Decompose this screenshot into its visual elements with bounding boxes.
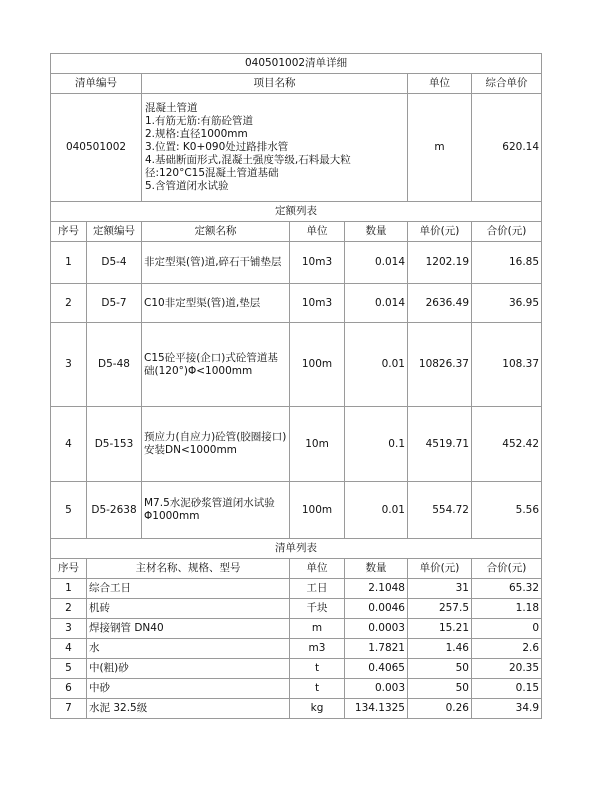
header-unit: 单位 (408, 74, 472, 94)
quota-qty: 0.01 (345, 482, 408, 539)
quota-header-unit: 单位 (290, 222, 345, 242)
material-name: 综合工日 (87, 579, 290, 599)
quota-section-title: 定额列表 (51, 202, 542, 222)
quota-qty: 0.014 (345, 242, 408, 284)
material-header-no: 序号 (51, 559, 87, 579)
quota-price: 4519.71 (408, 407, 472, 482)
quota-name: C10非定型渠(管)道,垫层 (142, 284, 290, 323)
bill-unit: m (408, 94, 472, 202)
material-header-price: 单价(元) (408, 559, 472, 579)
quota-price: 554.72 (408, 482, 472, 539)
quota-total: 16.85 (472, 242, 542, 284)
material-header-name: 主材名称、规格、型号 (87, 559, 290, 579)
material-total: 20.35 (472, 659, 542, 679)
quota-unit: 100m (290, 323, 345, 407)
quota-name: C15砼平接(企口)式砼管道基础(120°)Φ<1000mm (142, 323, 290, 407)
bill-price: 620.14 (472, 94, 542, 202)
bill-code: 040501002 (51, 94, 142, 202)
material-row (51, 659, 542, 679)
material-row (51, 619, 542, 639)
material-qty: 0.4065 (345, 659, 408, 679)
material-unit: kg (290, 699, 345, 719)
quota-price: 1202.19 (408, 242, 472, 284)
material-qty: 2.1048 (345, 579, 408, 599)
quota-code: D5-7 (87, 284, 142, 323)
quota-name: 非定型渠(管)道,碎石干铺垫层 (142, 242, 290, 284)
quota-qty: 0.1 (345, 407, 408, 482)
quota-row (51, 482, 542, 539)
material-unit: t (290, 679, 345, 699)
quota-header-price: 单价(元) (408, 222, 472, 242)
quota-name: M7.5水泥砂浆管道闭水试验Φ1000mm (142, 482, 290, 539)
material-qty: 1.7821 (345, 639, 408, 659)
material-unit: 工日 (290, 579, 345, 599)
material-unit: m3 (290, 639, 345, 659)
material-row (51, 599, 542, 619)
quota-header-no: 序号 (51, 222, 87, 242)
material-no: 1 (51, 579, 87, 599)
material-unit: t (290, 659, 345, 679)
material-price: 31 (408, 579, 472, 599)
quota-total: 36.95 (472, 284, 542, 323)
quota-header-name: 定额名称 (142, 222, 290, 242)
material-qty: 0.003 (345, 679, 408, 699)
material-no: 3 (51, 619, 87, 639)
material-unit: 千块 (290, 599, 345, 619)
quota-row (51, 284, 542, 323)
material-name: 机砖 (87, 599, 290, 619)
quota-price: 10826.37 (408, 323, 472, 407)
material-no: 4 (51, 639, 87, 659)
quota-total: 108.37 (472, 323, 542, 407)
quota-name: 预应力(自应力)砼管(胶圈接口)安装DN<1000mm (142, 407, 290, 482)
material-no: 2 (51, 599, 87, 619)
quota-header-total: 合价(元) (472, 222, 542, 242)
quota-no: 3 (51, 323, 87, 407)
quota-code: D5-153 (87, 407, 142, 482)
material-price: 1.46 (408, 639, 472, 659)
material-name: 水 (87, 639, 290, 659)
quota-no: 2 (51, 284, 87, 323)
quota-unit: 100m (290, 482, 345, 539)
material-row (51, 639, 542, 659)
material-total: 0.15 (472, 679, 542, 699)
quota-total: 5.56 (472, 482, 542, 539)
quota-row (51, 407, 542, 482)
material-price: 15.21 (408, 619, 472, 639)
quota-header-qty: 数量 (345, 222, 408, 242)
material-qty: 0.0046 (345, 599, 408, 619)
material-no: 6 (51, 679, 87, 699)
material-no: 7 (51, 699, 87, 719)
material-name: 水泥 32.5级 (87, 699, 290, 719)
material-total: 1.18 (472, 599, 542, 619)
material-name: 焊接钢管 DN40 (87, 619, 290, 639)
material-name: 中(粗)砂 (87, 659, 290, 679)
quota-no: 1 (51, 242, 87, 284)
quota-code: D5-48 (87, 323, 142, 407)
material-name: 中砂 (87, 679, 290, 699)
material-no: 5 (51, 659, 87, 679)
quota-unit: 10m3 (290, 242, 345, 284)
material-total: 0 (472, 619, 542, 639)
quota-qty: 0.01 (345, 323, 408, 407)
material-total: 65.32 (472, 579, 542, 599)
quota-code: D5-2638 (87, 482, 142, 539)
material-header-unit: 单位 (290, 559, 345, 579)
header-item-name: 项目名称 (142, 74, 408, 94)
material-row (51, 579, 542, 599)
header-unit-price: 综合单价 (472, 74, 542, 94)
quota-code: D5-4 (87, 242, 142, 284)
material-unit: m (290, 619, 345, 639)
quota-row (51, 242, 542, 284)
quota-total: 452.42 (472, 407, 542, 482)
quota-no: 5 (51, 482, 87, 539)
material-qty: 134.1325 (345, 699, 408, 719)
material-header-qty: 数量 (345, 559, 408, 579)
material-price: 50 (408, 659, 472, 679)
material-row (51, 679, 542, 699)
table-title: 040501002清单详细 (51, 54, 542, 74)
quota-no: 4 (51, 407, 87, 482)
material-section-title: 清单列表 (51, 539, 542, 559)
quota-unit: 10m (290, 407, 345, 482)
quota-header-code: 定额编号 (87, 222, 142, 242)
material-total: 2.6 (472, 639, 542, 659)
bill-detail-table (50, 53, 542, 719)
material-qty: 0.0003 (345, 619, 408, 639)
quota-unit: 10m3 (290, 284, 345, 323)
quota-row (51, 323, 542, 407)
material-price: 50 (408, 679, 472, 699)
quota-qty: 0.014 (345, 284, 408, 323)
material-price: 257.5 (408, 599, 472, 619)
material-price: 0.26 (408, 699, 472, 719)
bill-description: 混凝土管道 1.有筋无筋:有筋砼管道 2.规格:直径1000mm 3.位置: K0+090处过路排水管 4.基础断面形式,混凝土强度等级,石料最大粒 径:120°C15混凝土管道基础 5.含管道闭水试验 (142, 94, 408, 202)
quota-price: 2636.49 (408, 284, 472, 323)
header-code: 清单编号 (51, 74, 142, 94)
material-row (51, 699, 542, 719)
material-header-total: 合价(元) (472, 559, 542, 579)
material-total: 34.9 (472, 699, 542, 719)
